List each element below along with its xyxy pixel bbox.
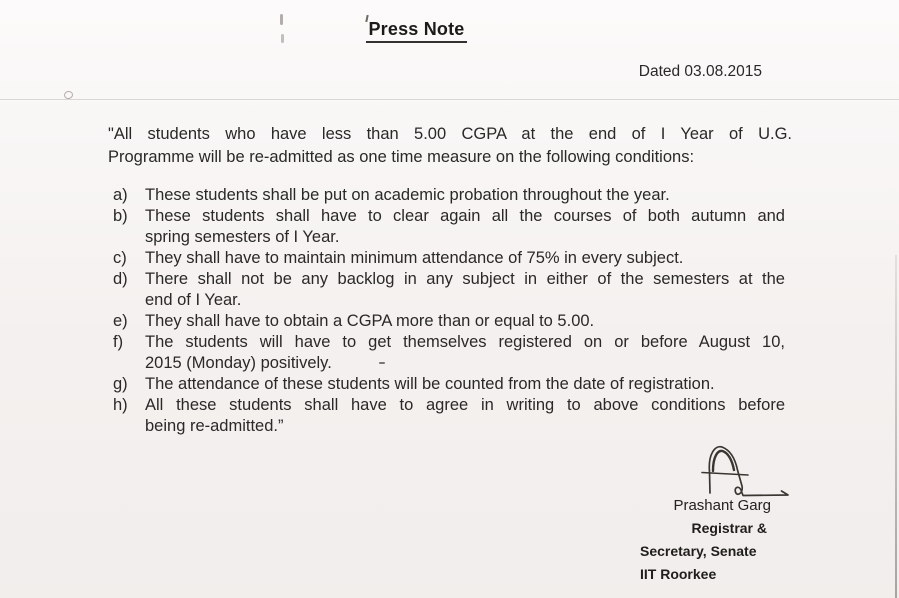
item-label: d) [113, 270, 128, 288]
item-text-line: The attendance of these students will be counted from the date of registration. [145, 375, 715, 393]
item-label: b) [113, 207, 128, 225]
scan-artifact-edge-line [895, 255, 897, 598]
condition-item [113, 185, 785, 206]
title-row [0, 18, 899, 43]
item-label: c) [113, 249, 127, 267]
condition-item [113, 269, 785, 311]
item-text-line: 2015 (Monday) positively. [145, 354, 332, 372]
item-text-line: The students will have to get themselves registered on or before August 10, [145, 333, 785, 351]
item-text-line: end of I Year. [145, 291, 242, 309]
condition-item [113, 206, 785, 248]
signature-scribble-icon [690, 442, 795, 499]
signatory-role-line: Registrar & [691, 520, 767, 536]
item-text-line: spring semesters of I Year. [145, 228, 340, 246]
item-text [145, 395, 785, 437]
condition-item [113, 374, 785, 395]
condition-item [113, 311, 785, 332]
item-text [145, 311, 785, 332]
condition-item [113, 395, 785, 437]
intro-paragraph [108, 123, 792, 169]
item-label: g) [113, 375, 128, 393]
item-text-line: being re-admitted.” [145, 417, 284, 435]
conditions-list [113, 185, 785, 437]
item-text [145, 374, 785, 395]
signatory-name: Prashant Garg [673, 497, 771, 514]
item-text-line: They shall have to maintain minimum attendance of 75% in every subject. [145, 249, 684, 267]
signatory-role-line: Secretary, Senate [640, 543, 757, 559]
date-line: Dated 03.08.2015 [638, 63, 762, 80]
page-title: Press Note [366, 18, 466, 43]
item-text-line: They shall have to obtain a CGPA more than or equal to 5.00. [145, 312, 595, 330]
item-text [145, 185, 785, 206]
intro-line: Programme will be re-admitted as one time measure on the following conditions: [108, 148, 695, 166]
item-text-line: All these students shall have to agree in writing to above conditions before [145, 396, 785, 414]
item-text-line: These students shall be put on academic probation throughout the year. [145, 186, 670, 204]
condition-item [113, 332, 785, 374]
item-label: h) [113, 396, 128, 414]
item-text [145, 269, 785, 311]
signatory-role-line: IIT Roorkee [640, 566, 717, 582]
item-text [145, 206, 785, 248]
condition-item [113, 248, 785, 269]
intro-line: "All students who have less than 5.00 CGPA at the end of I Year of U.G. [108, 125, 792, 143]
scan-artifact-ring [63, 90, 74, 100]
item-text [145, 332, 785, 374]
item-label: a) [113, 186, 128, 204]
signature-block [640, 494, 771, 586]
item-label: e) [113, 312, 128, 330]
scan-artifact-horizontal-line [0, 99, 899, 100]
item-label: f) [113, 333, 124, 351]
item-text-line: There shall not be any backlog in any subject in either of the semesters at the [145, 270, 785, 288]
item-text [145, 248, 785, 269]
item-text-line: These students shall have to clear again all the courses of both autumn and [145, 207, 785, 225]
